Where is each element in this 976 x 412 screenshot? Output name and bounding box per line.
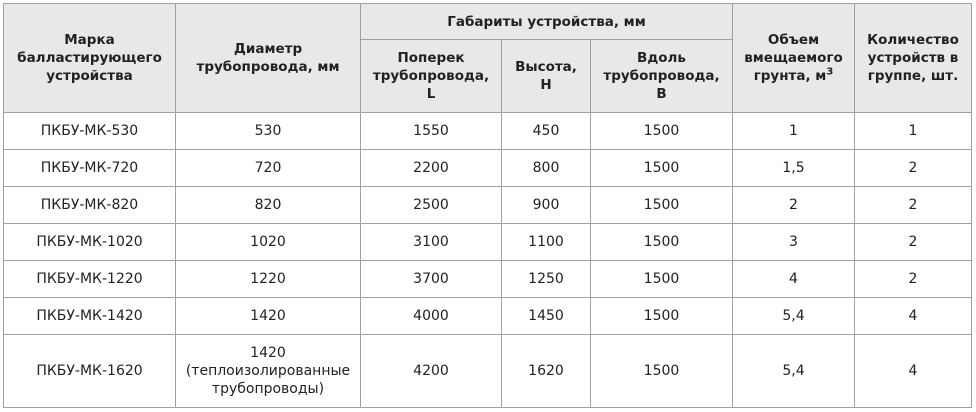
header-dimensions-group: Габариты устройства, мм bbox=[361, 4, 733, 40]
cell-volume: 5,4 bbox=[733, 335, 855, 408]
table-row bbox=[4, 298, 972, 335]
cell-volume: 4 bbox=[733, 261, 855, 298]
cell-height: 1250 bbox=[502, 261, 591, 298]
cell-brand: ПКБУ-МК-1420 bbox=[4, 298, 176, 335]
cell-brand: ПКБУ-МК-720 bbox=[4, 150, 176, 187]
cell-count: 2 bbox=[855, 261, 972, 298]
cell-across: 4200 bbox=[361, 335, 502, 408]
cell-height: 1450 bbox=[502, 298, 591, 335]
table-row bbox=[4, 150, 972, 187]
cell-along: 1500 bbox=[591, 187, 733, 224]
table-row bbox=[4, 261, 972, 298]
header-diameter: Диаметр трубопровода, мм bbox=[176, 4, 361, 113]
cell-volume: 1,5 bbox=[733, 150, 855, 187]
cell-along: 1500 bbox=[591, 150, 733, 187]
cell-count: 2 bbox=[855, 224, 972, 261]
header-across: Поперек трубопровода, L bbox=[361, 40, 502, 113]
cell-height: 450 bbox=[502, 113, 591, 150]
header-volume-text: Объем вмещаемого грунта, м bbox=[744, 32, 843, 84]
cell-volume: 5,4 bbox=[733, 298, 855, 335]
cell-across: 4000 bbox=[361, 298, 502, 335]
cell-diameter: 820 bbox=[176, 187, 361, 224]
cell-brand: ПКБУ-МК-1020 bbox=[4, 224, 176, 261]
cell-count: 4 bbox=[855, 298, 972, 335]
table-row bbox=[4, 113, 972, 150]
specifications-table bbox=[3, 3, 972, 408]
cell-diameter: 1420 (теплоизолированные трубопроводы) bbox=[176, 335, 361, 408]
header-volume-sup: 3 bbox=[826, 66, 834, 78]
table-header-row bbox=[4, 4, 972, 40]
cell-count: 1 bbox=[855, 113, 972, 150]
cell-diameter: 720 bbox=[176, 150, 361, 187]
cell-count: 2 bbox=[855, 187, 972, 224]
table-row bbox=[4, 335, 972, 408]
cell-across: 3700 bbox=[361, 261, 502, 298]
cell-along: 1500 bbox=[591, 335, 733, 408]
cell-height: 900 bbox=[502, 187, 591, 224]
cell-diameter: 1420 bbox=[176, 298, 361, 335]
cell-height: 1620 bbox=[502, 335, 591, 408]
header-brand: Марка балластирующего устройства bbox=[4, 4, 176, 113]
cell-volume: 3 bbox=[733, 224, 855, 261]
cell-height: 1100 bbox=[502, 224, 591, 261]
cell-diameter: 1220 bbox=[176, 261, 361, 298]
cell-across: 3100 bbox=[361, 224, 502, 261]
cell-across: 2500 bbox=[361, 187, 502, 224]
cell-count: 2 bbox=[855, 150, 972, 187]
header-volume bbox=[733, 4, 855, 113]
header-count: Количество устройств в группе, шт. bbox=[855, 4, 972, 113]
cell-brand: ПКБУ-МК-530 bbox=[4, 113, 176, 150]
cell-diameter: 1020 bbox=[176, 224, 361, 261]
cell-along: 1500 bbox=[591, 224, 733, 261]
table-row bbox=[4, 187, 972, 224]
cell-brand: ПКБУ-МК-820 bbox=[4, 187, 176, 224]
cell-height: 800 bbox=[502, 150, 591, 187]
cell-along: 1500 bbox=[591, 113, 733, 150]
cell-volume: 2 bbox=[733, 187, 855, 224]
table-row bbox=[4, 224, 972, 261]
cell-across: 2200 bbox=[361, 150, 502, 187]
cell-along: 1500 bbox=[591, 261, 733, 298]
cell-count: 4 bbox=[855, 335, 972, 408]
cell-brand: ПКБУ-МК-1620 bbox=[4, 335, 176, 408]
cell-along: 1500 bbox=[591, 298, 733, 335]
cell-diameter: 530 bbox=[176, 113, 361, 150]
cell-volume: 1 bbox=[733, 113, 855, 150]
header-along: Вдоль трубопровода, B bbox=[591, 40, 733, 113]
cell-brand: ПКБУ-МК-1220 bbox=[4, 261, 176, 298]
cell-across: 1550 bbox=[361, 113, 502, 150]
header-height: Высота, H bbox=[502, 40, 591, 113]
